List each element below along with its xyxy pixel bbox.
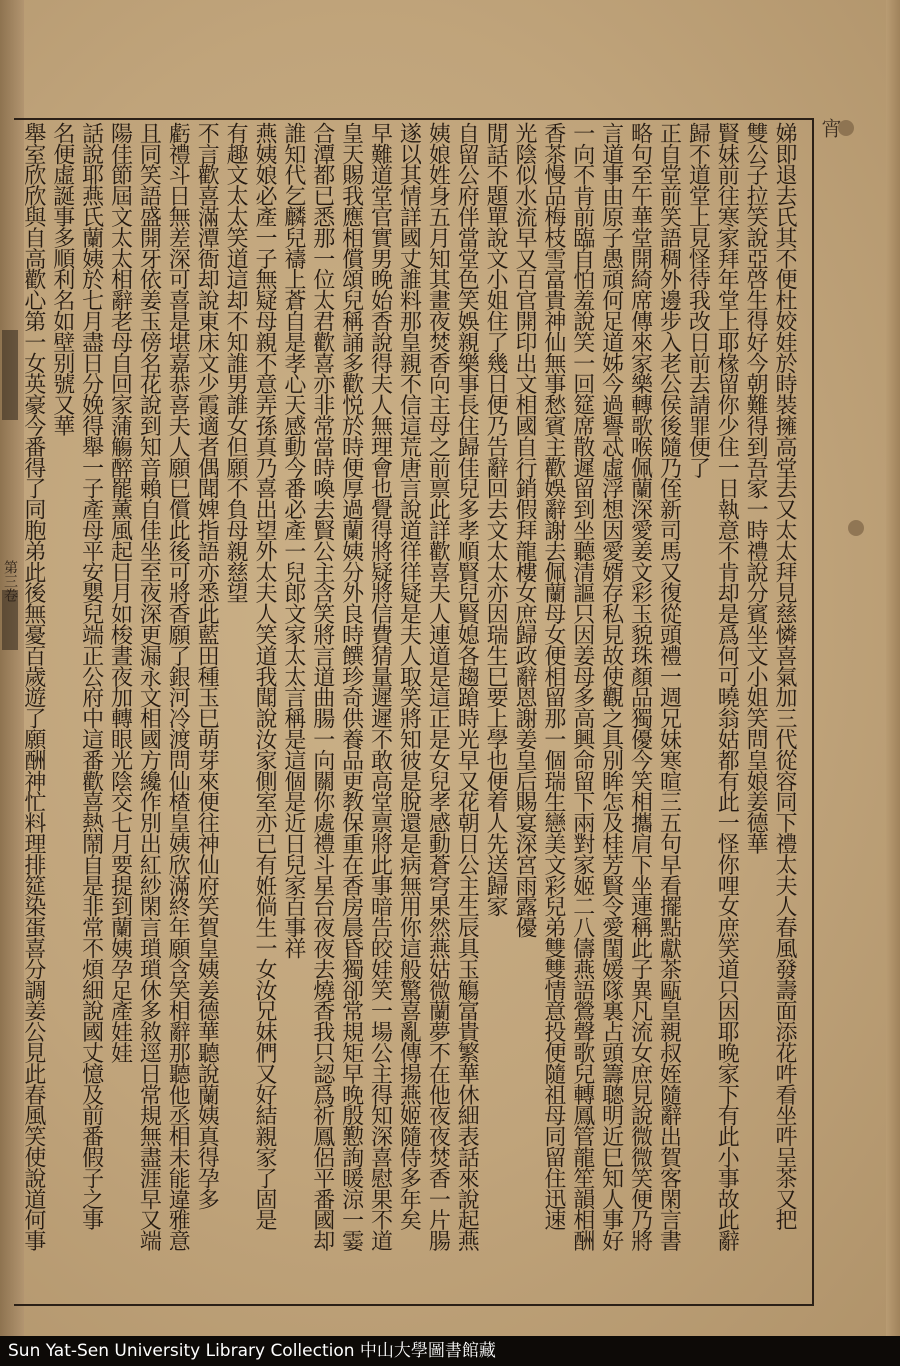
- text-column: 娣即退去氏其不便杜姣娃於時裝擁高堂去又太太拜見慈憐喜氣加三代從容同下禮太夫人春風發壽面添花吽看坐吽呈茶又把: [772, 122, 797, 1230]
- text-column: 閒話不題單說文小姐住了幾日便乃告辭回去文太太亦因瑞生巳要上學也便着人先送歸家: [483, 122, 509, 917]
- text-column: 正自堂前笑語稠外邊步入老公侯後隨乃侄新司馬又復從頭禮一週兄妹寒暄三五句早看擺點獻茶甌皇親叔姪隨辭出賀客閑言書: [656, 122, 682, 1251]
- text-column: 自留公府伴當堂色笑娛親樂事長住歸佳兒多孝順賢兒賢媳各趨蹌時光早又花朝日公主生辰具玉觴富貴繁華休細表話來說起燕: [454, 122, 480, 1251]
- text-column: 歸不道堂上見怪待我改日前去請罪便了: [685, 122, 711, 478]
- text-column: 有趣文太太笑道這却不知誰男誰女但願不負母親慈望: [223, 122, 249, 603]
- text-column: 光陰似水流早又百官開印出文相國自行銷假拜龍樓女庶歸政辭恩謝姜皇后賜宴深宮雨露優: [511, 122, 537, 938]
- binding-hole: [848, 520, 864, 536]
- text-column: 燕姨娘必產一子無疑母親不意弄孫真乃喜出望外太夫人笑道我聞說汝家側室亦已有姙倘生一女汝兄妹們又好結親家了固是: [251, 122, 277, 1230]
- text-column: 虧禮斗日無差深可喜是堪嘉恭喜夫人願巳償此後可將香願了銀河冷渡問仙楂皇姨欣滿終年願含笑相辭那聽他丞相未能違雅意: [165, 122, 191, 1251]
- margin-note: 宵: [818, 118, 842, 138]
- text-column: 皇天賜我應相償頌兒稱誦多歡悦於時便厚過蘭姨分外良時饌珍奇供養品更教保重在香房晨昏獨卻常規矩早晚殷懃詢暖涼一霎: [338, 122, 364, 1251]
- text-column: 賢妹前往寒家拜年堂上耶椽留你少住一日執意不肯却是爲何可曉翁姑都有此一怪你哩女庶笑道只因耶晚家下有此小事故此辭: [714, 122, 740, 1251]
- text-column: 遂以其情詳國丈誰料那皇親不信這荒唐言說道徉徉疑是夫人取笑將知彼是脫還是病無用你這般驚喜亂傳揚燕姬隨侍多年矣: [396, 122, 422, 1230]
- library-collection-footer: Sun Yat-Sen University Library Collection 中山大學圖書館藏: [0, 1336, 900, 1366]
- text-column: 言道事由原子愚頑何足道姊今過譽忒虛浮想因愛婿存私見故使觀之具別眸怎及桂芳賢令愛閨媛隊裏占頭籌聰明近巳知人事好: [598, 122, 624, 1251]
- text-column: 誰知代乞麟兒禱上蒼自是孝心天感動今番必產一兒郎文家太太言稱是這個是近日兒家百事祥: [280, 122, 306, 959]
- text-column: 舉室欣欣與自高歡心第一女英豪今番得了同胞弟此後無憂百歲遊了願酬神忙料理排筵染蛋喜分調姜公見此春風笑使說道何事: [20, 122, 46, 1251]
- text-column: 名便虛誕事多順利名如壁别號又華: [49, 122, 75, 436]
- page-edge: [886, 0, 900, 1336]
- text-column: 且同笑語盛開牙依姜玉傍名花說到知音賴自佳坐至夜深更漏永文相國方纔作別出紅紗閑言瑣瑣休多敘逕日常規無盡涯早又端: [136, 122, 162, 1251]
- text-column: 話說耶燕氏蘭姨於七月盡日分娩得舉一子產母平安嬰兒端正公府中這番歡喜熱鬧自是非常不煩細說國丈憶及前番假子之事: [78, 122, 104, 1230]
- text-column: 姨娘姓身五月知其畫夜焚香向主母之前禀此詳歡喜夫人連道是這正是女兒孝感動蒼穹果然燕姑微蘭夢不在他夜夜焚香一片腸: [425, 122, 451, 1251]
- text-column: 香茶慢品梅枝雪富貴神仙無事愁賓主歡娛辭謝去佩蘭母女便相留那一個瑞生戀美文彩兒弟雙雙情意投便隨祖母同留住迅速: [540, 122, 566, 1230]
- text-column: 陽佳節屆文太太相辭老母自回家蒲觴醉罷薰風起日月如梭晝夜加轉眼光陰交七月要提到蘭姨孕足產娃娃: [107, 122, 133, 1063]
- text-column: 不言歡喜滿潭衙却說東床文少霞適者偶聞婢指語亦悉此藍田種玉巳萌芽來便往神仙府笑賀皇姨姜德華聽說蘭姨真得孕多: [194, 122, 220, 1209]
- text-column: 雙公子拉笑說亞啓生得好今朝難得到吾家一時禮說分賓坐文小姐笑問皇娘姜德華: [743, 122, 769, 854]
- text-column: 略句至午華堂開綺席傳來家樂轉歌喉佩蘭深愛姜文彩玉貌珠顏品獨優今笑相攜肩下坐連稱此子異凡流女庶見說微微笑便乃將: [627, 122, 653, 1251]
- text-column: 合潭都已悉那一位太君歡喜亦非常當時喚去賢公主含笑將言道曲腸一向關你處禮斗星台夜夜去燒香我只認爲祈鳳侶平番國却: [309, 122, 335, 1251]
- vertical-text-block: [20, 118, 800, 1306]
- fold-chapter-label: 第三卷: [2, 560, 18, 602]
- text-column: 早難道堂官實男晚始香說得夫人無理會也覺得將疑將信費猜量遲遲不敢高堂禀將此事暗告皎娃笑一場公主得知深喜慰果不道: [367, 122, 393, 1251]
- text-column: 一向不肯前臨自怕羞說笑一回筵席散遲留到坐聽清謳只因姜母多高興命留下兩對家姬二八儔燕語鶯聲歌兒轉鳳管龍笙韻相酬: [569, 122, 595, 1251]
